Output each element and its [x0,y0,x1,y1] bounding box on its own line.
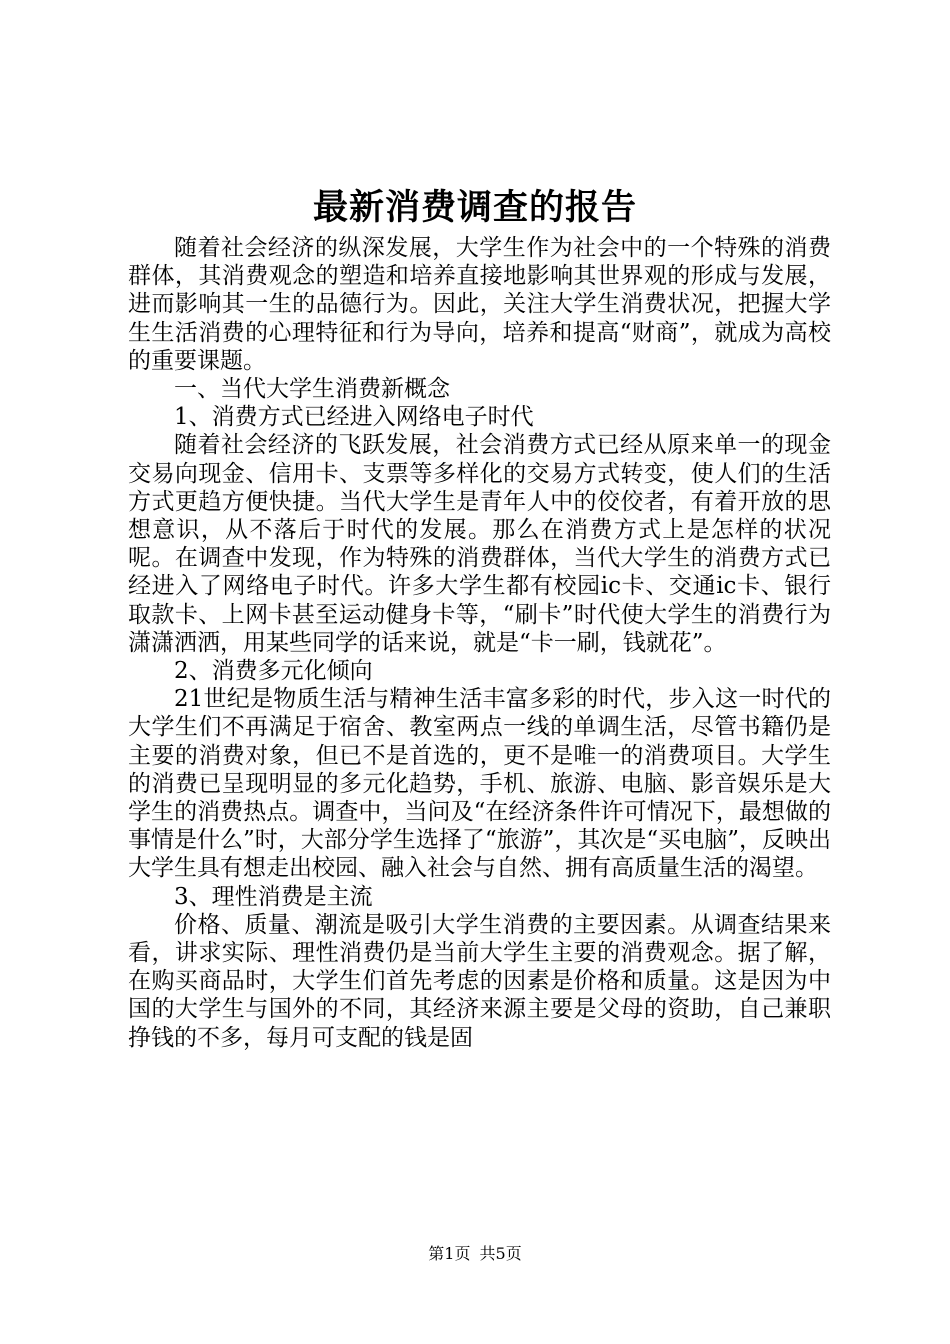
document-body [128,234,831,1052]
document-title: 最新消费调查的报告 [312,187,637,228]
subheading-2: 2、消费多元化倾向 [174,658,373,685]
paragraph-3: 价格、质量、潮流是吸引大学生消费的主要因素。从调查结果来看，讲求实际、理性消费仍是当前大学生主要的消费观念。据了解，在购买商品时，大学生们首先考虑的因素是价格和质量。这是因为中国的大学生与国外的不同，其经济来源主要是父母的资助，自己兼职挣钱的不多，每月可支配的钱是固 [128,911,831,1051]
page-number: 第1页 [428,1244,471,1263]
paragraph-intro: 随着社会经济的纵深发展，大学生作为社会中的一个特殊的消费群体，其消费观念的塑造和培养直接地影响其世界观的形成与发展，进而影响其一生的品德行为。因此，关注大学生消费状况，把握大学生生活消费的心理特征和行为导向，培养和提高“财商”，就成为高校的重要课题。 [128,235,831,374]
subheading-1: 1、消费方式已经进入网络电子时代 [174,404,534,431]
page-total: 共5页 [479,1244,522,1263]
section-heading-1: 一、当代大学生消费新概念 [174,376,450,403]
paragraph-1: 随着社会经济的飞跃发展，社会消费方式已经从原来单一的现金交易向现金、信用卡、支票等多样化的交易方式转变，使人们的生活方式更趋方便快捷。当代大学生是青年人中的佼佼者，有着开放的思想意识，从不落后于时代的发展。那么在消费方式上是怎样的状况呢。在调查中发现，作为特殊的消费群体，当代大学生的消费方式已经进入了网络电子时代。许多大学生都有校园ic卡、交通ic卡、银行取款卡、上网卡甚至运动健身卡等，“刷卡”时代使大学生的消费行为潇潇洒洒，用某些同学的话来说，就是“卡一刷，钱就花”。 [128,432,831,656]
subheading-3: 3、理性消费是主流 [174,883,373,910]
page-footer [0,1244,950,1264]
paragraph-2: 21世纪是物质生活与精神生活丰富多彩的时代，步入这一时代的大学生们不再满足于宿舍、教室两点一线的单调生活，尽管书籍仍是主要的消费对象，但已不是首选的，更不是唯一的消费项目。大学生的消费已呈现明显的多元化趋势，手机、旅游、电脑、影音娱乐是大学生的消费热点。调查中，当问及“在经济条件许可情况下，最想做的事情是什么”时，大部分学生选择了“旅游”，其次是“买电脑”，反映出大学生具有想走出校园、融入社会与自然、拥有高质量生活的渴望。 [128,686,831,882]
